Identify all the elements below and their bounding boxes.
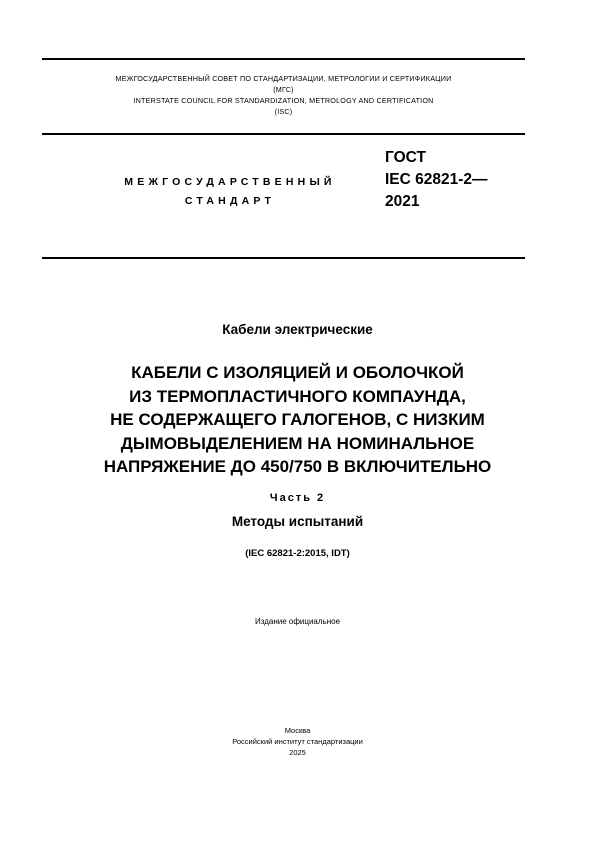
main-title-line: ДЫМОВЫДЕЛЕНИЕМ НА НОМИНАЛЬНОЕ bbox=[120, 433, 475, 453]
top-rule bbox=[42, 58, 525, 60]
lower-rule bbox=[42, 257, 525, 259]
council-name-ru: МЕЖГОСУДАРСТВЕННЫЙ СОВЕТ ПО СТАНДАРТИЗАЦИИ, МЕТРОЛОГИИ И СЕРТИФИКАЦИИ bbox=[115, 74, 452, 83]
standard-designation bbox=[385, 147, 535, 213]
publisher-city: Москва bbox=[284, 726, 311, 735]
middle-rule bbox=[42, 133, 525, 135]
publisher-institute: Российский институт стандартизации bbox=[232, 737, 363, 746]
part-title: Методы испытаний bbox=[231, 514, 364, 529]
standard-kind bbox=[110, 173, 350, 211]
publisher-year: 2025 bbox=[289, 748, 306, 757]
part-label: Часть 2 bbox=[269, 492, 326, 504]
council-header bbox=[42, 73, 525, 117]
publisher-block bbox=[0, 725, 595, 758]
main-title-line: ИЗ ТЕРМОПЛАСТИЧНОГО КОМПАУНДА, bbox=[129, 386, 466, 406]
standard-id-line1: ГОСТ bbox=[385, 149, 426, 166]
standard-kind-line1: МЕЖГОСУДАРСТВЕННЫЙ bbox=[124, 176, 336, 188]
main-title bbox=[0, 361, 595, 479]
subject-heading: Кабели электрические bbox=[222, 322, 373, 337]
iec-reference: (IEC 62821-2:2015, IDT) bbox=[245, 548, 350, 559]
council-abbr-en: (ISC) bbox=[274, 107, 293, 116]
council-name-en: INTERSTATE COUNCIL FOR STANDARDIZATION, METROLOGY AND CERTIFICATION bbox=[133, 96, 434, 105]
main-title-line: НЕ СОДЕРЖАЩЕГО ГАЛОГЕНОВ, С НИЗКИМ bbox=[110, 410, 485, 429]
edition-note: Издание официальное bbox=[254, 617, 341, 626]
council-abbr-ru: (МГС) bbox=[273, 85, 294, 94]
standard-id-line3: 2021 bbox=[385, 193, 420, 210]
main-title-line: НАПРЯЖЕНИЕ ДО 450/750 В ВКЛЮЧИТЕЛЬНО bbox=[103, 457, 492, 476]
standard-id-line2: IEC 62821-2— bbox=[385, 171, 488, 188]
standard-kind-line2: СТАНДАРТ bbox=[184, 195, 276, 207]
main-title-line: КАБЕЛИ С ИЗОЛЯЦИЕЙ И ОБОЛОЧКОЙ bbox=[131, 363, 464, 382]
